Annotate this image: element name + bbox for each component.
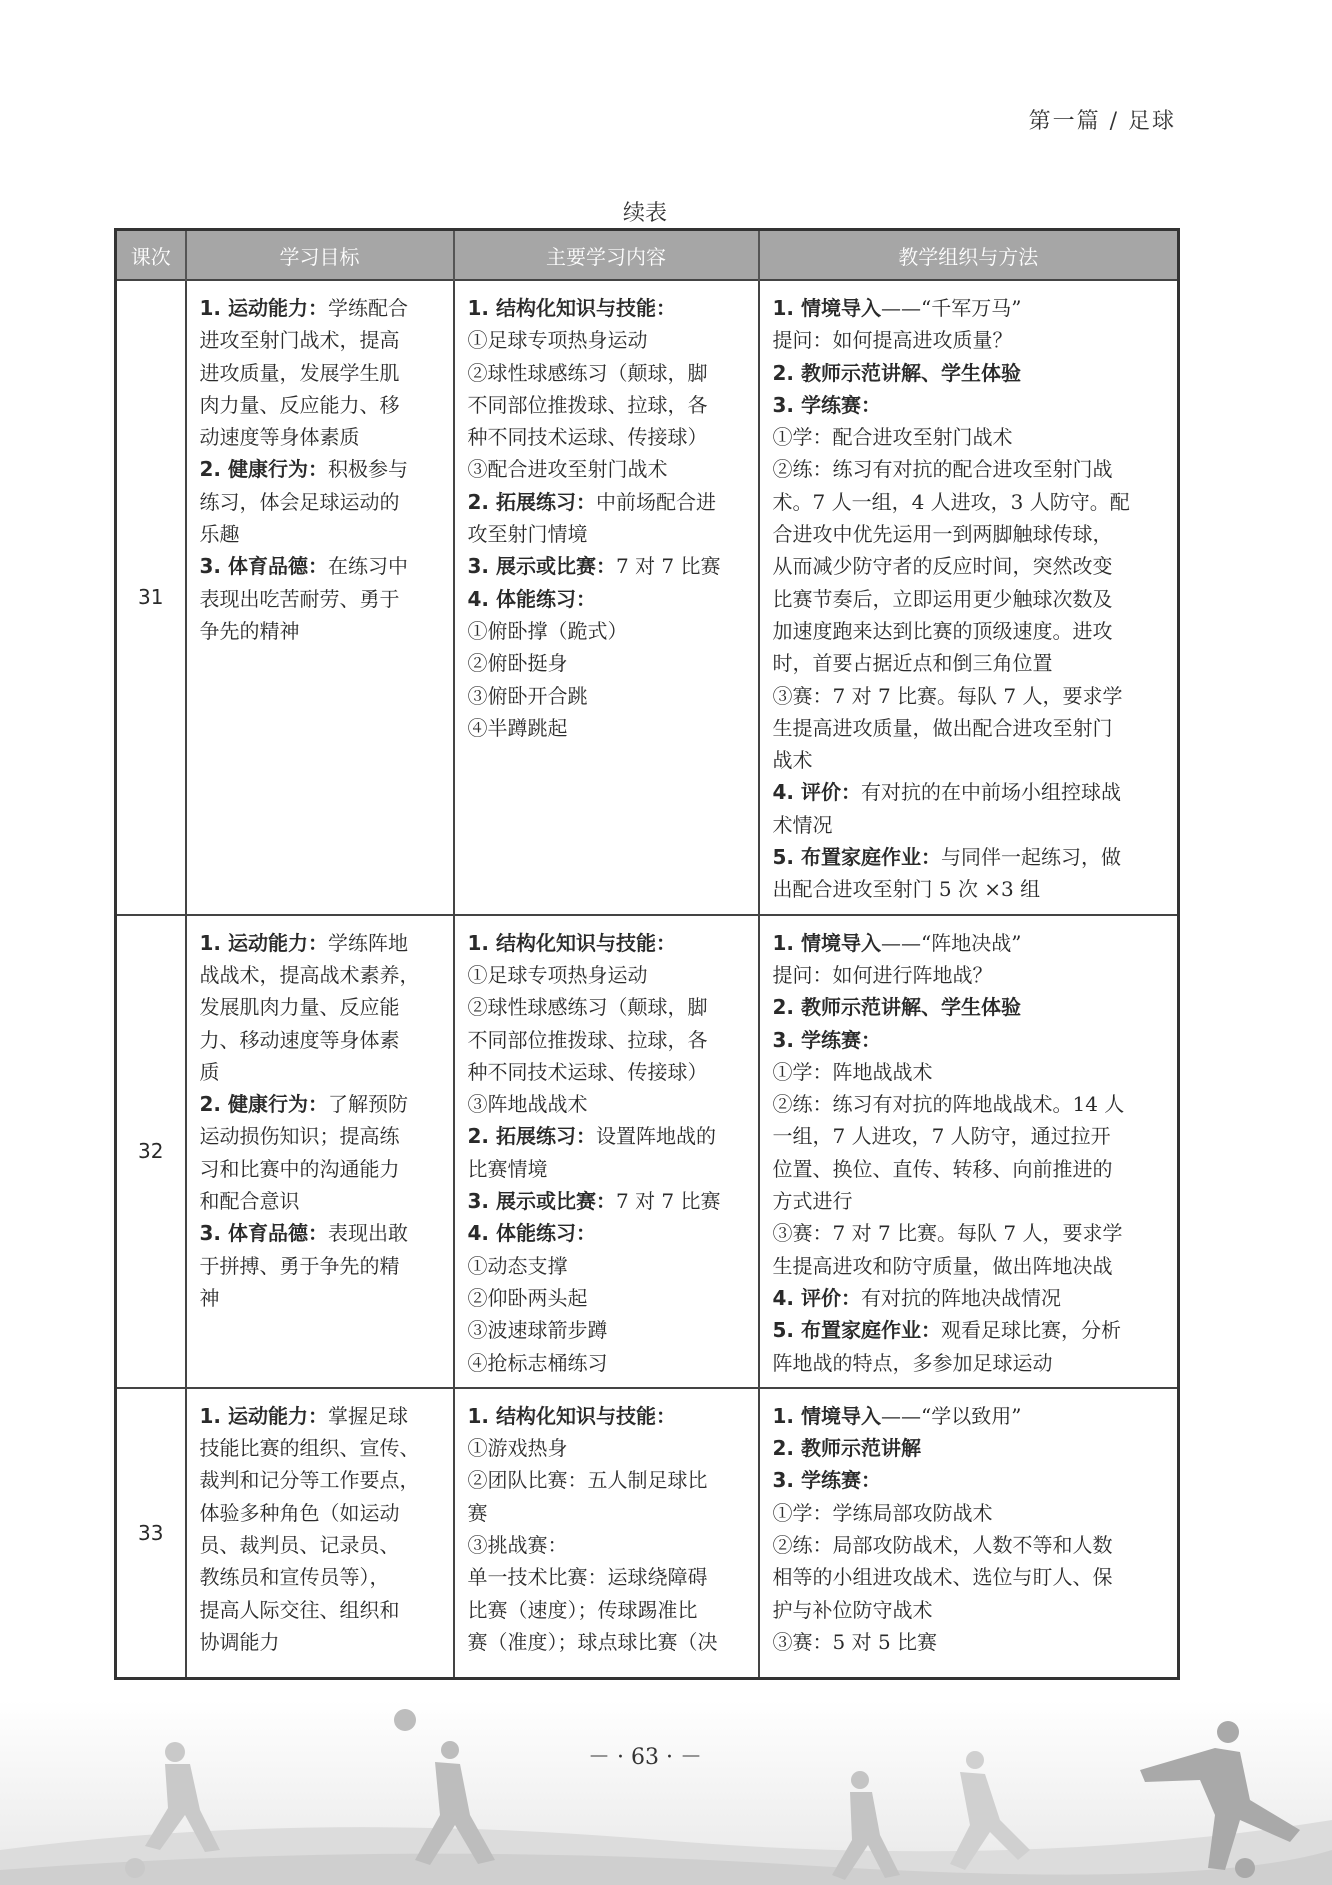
item-text: 7 对 7 比赛 — [615, 554, 721, 579]
text-line — [468, 421, 746, 453]
item-text: 7 对 7 比赛 — [615, 1189, 721, 1214]
main-content-cell — [454, 1388, 759, 1679]
item-text: 动速度等身体素质 — [199, 425, 360, 450]
text-line — [200, 1561, 441, 1593]
item-label: 3. 学练赛： — [772, 392, 881, 417]
text-line — [773, 1088, 1166, 1120]
item-text: ——“学以致用” — [880, 1403, 1022, 1428]
item-label: 5. 布置家庭作业： — [772, 845, 941, 870]
item-text: 阵地战的特点，多参加足球运动 — [772, 1350, 1053, 1375]
text-line — [200, 518, 441, 550]
text-line — [773, 1282, 1166, 1314]
text-line — [773, 1217, 1166, 1249]
table-row — [116, 915, 1179, 1388]
item-text: 合进攻中优先运用一到两脚触球传球， — [772, 522, 1113, 547]
item-text: 赛（准度）；球点球比赛（决 — [467, 1629, 718, 1654]
item-text: 运动损伤知识；提高练 — [199, 1124, 400, 1149]
item-text: ③波速球箭步蹲 — [467, 1318, 608, 1343]
text-line — [773, 1400, 1166, 1432]
item-text: 提问：如何提高进攻质量？ — [772, 328, 1013, 353]
text-line — [773, 680, 1166, 712]
item-text: 裁判和记分等工作要点， — [199, 1468, 420, 1493]
text-line — [773, 1497, 1166, 1529]
text-line — [773, 292, 1166, 324]
item-text: 进攻质量，发展学生肌 — [199, 360, 400, 385]
text-line — [200, 292, 441, 324]
text-line — [468, 615, 746, 647]
text-line — [773, 550, 1166, 582]
item-text: 争先的精神 — [199, 618, 300, 643]
text-line — [468, 1024, 746, 1056]
text-line — [468, 583, 746, 615]
text-line — [468, 357, 746, 389]
text-line — [468, 1594, 746, 1626]
item-text: 单一技术比赛：运球绕障碍 — [467, 1565, 708, 1590]
text-line — [773, 1120, 1166, 1152]
item-text: ③挑战赛： — [467, 1532, 568, 1557]
lesson-number: 33 — [116, 1388, 186, 1679]
item-label: 4. 体能练习： — [467, 1221, 596, 1246]
item-text: ①足球专项热身运动 — [467, 962, 648, 987]
item-label: 2. 拓展练习： — [467, 1124, 596, 1149]
text-line — [773, 1626, 1166, 1658]
item-text: ③配合进攻至射门战术 — [467, 457, 668, 482]
text-line — [468, 1153, 746, 1185]
item-text: 有对抗的在中前场小组控球战 — [860, 780, 1121, 805]
text-line — [468, 550, 746, 582]
item-text: 设置阵地战的 — [595, 1124, 716, 1149]
item-label: 1. 结构化知识与技能： — [467, 296, 676, 320]
item-label: 3. 展示或比赛： — [467, 554, 616, 579]
text-line — [200, 324, 441, 356]
teaching-methods-cell — [759, 280, 1179, 915]
text-line — [468, 1056, 746, 1088]
text-line — [200, 486, 441, 518]
item-text: 术情况 — [772, 812, 833, 837]
table-caption: 续表 — [622, 201, 667, 226]
text-line — [200, 1594, 441, 1626]
text-line — [468, 1314, 746, 1346]
item-text: ③阵地战战术 — [467, 1092, 588, 1117]
item-label: 2. 教师示范讲解、学生体验 — [772, 360, 1021, 385]
item-text: 护与补位防守战术 — [772, 1597, 933, 1622]
text-line — [200, 1088, 441, 1120]
text-line — [773, 927, 1166, 959]
item-text: ①学：学练局部攻防战术 — [772, 1500, 993, 1525]
item-text: 时，首要占据近点和倒三角位置 — [772, 651, 1053, 676]
lesson-number: 31 — [116, 280, 186, 915]
item-label: 2. 健康行为： — [199, 457, 328, 482]
text-line — [468, 991, 746, 1023]
text-line — [200, 1120, 441, 1152]
item-text: 肉力量、反应能力、移 — [199, 392, 400, 417]
item-text: ①俯卧撑（跪式） — [467, 618, 628, 643]
text-line — [773, 1056, 1166, 1088]
item-text: ①学：阵地战战术 — [772, 1059, 933, 1084]
item-text: 术。7 人一组，4 人进攻，3 人防守。配 — [772, 489, 1130, 514]
item-text: ③俯卧开合跳 — [467, 683, 588, 708]
item-text: ②球性球感练习（颠球，脚 — [467, 360, 708, 385]
teaching-methods-cell — [759, 915, 1179, 1388]
text-line — [200, 1282, 441, 1314]
item-label: 1. 运动能力： — [199, 930, 328, 955]
item-label: 2. 拓展练习： — [467, 489, 596, 514]
item-label: 2. 教师示范讲解、学生体验 — [772, 995, 1021, 1020]
text-line — [200, 1432, 441, 1464]
item-label: 1. 情境导入 — [772, 930, 881, 955]
text-line — [468, 680, 746, 712]
text-line — [773, 583, 1166, 615]
item-label: 3. 学练赛： — [772, 1468, 881, 1493]
item-text: 进攻至射门战术，提高 — [199, 328, 400, 353]
item-label: 2. 健康行为： — [199, 1092, 328, 1117]
item-text: 比赛节奏后，立即运用更少触球次数及 — [772, 586, 1113, 611]
item-text: 练习，体会足球运动的 — [199, 489, 400, 514]
item-text: 于拼搏、勇于争先的精 — [199, 1253, 400, 1278]
text-line — [200, 583, 441, 615]
text-line — [200, 550, 441, 582]
item-label: 3. 体育品德： — [199, 554, 328, 579]
text-line — [773, 1347, 1166, 1379]
item-text: ②仰卧两头起 — [467, 1285, 588, 1310]
item-text: ③赛：7 对 7 比赛。每队 7 人，要求学 — [772, 1221, 1123, 1246]
text-line — [468, 1529, 746, 1561]
item-text: 从而减少防守者的反应时间，突然改变 — [772, 554, 1113, 579]
text-line — [200, 389, 441, 421]
item-text: 中前场配合进 — [595, 489, 716, 514]
text-line — [773, 873, 1166, 905]
text-line — [200, 421, 441, 453]
item-text: 种不同技术运球、传接球） — [467, 425, 708, 450]
text-line — [200, 357, 441, 389]
item-text: 技能比赛的组织、宣传、 — [199, 1436, 420, 1461]
item-text: ④半蹲跳起 — [467, 715, 568, 740]
text-line — [468, 292, 746, 324]
item-text: 员、裁判员、记录员、 — [199, 1532, 400, 1557]
item-text: 协调能力 — [199, 1629, 280, 1654]
text-line — [773, 712, 1166, 744]
item-text: 不同部位推拨球、拉球，各 — [467, 392, 708, 417]
text-line — [773, 421, 1166, 453]
header-learning-goals: 学习目标 — [186, 230, 454, 281]
item-text: ②团队比赛：五人制足球比 — [467, 1468, 708, 1493]
text-line — [468, 1347, 746, 1379]
lesson-plan-table — [114, 228, 1180, 1680]
text-line — [773, 1314, 1166, 1346]
main-content-cell — [454, 280, 759, 915]
item-text: 掌握足球 — [327, 1403, 408, 1428]
item-text: 提问：如何进行阵地战？ — [772, 962, 993, 987]
text-line — [200, 453, 441, 485]
item-text: 质 — [199, 1059, 220, 1084]
text-line — [773, 357, 1166, 389]
text-line — [773, 389, 1166, 421]
item-label: 4. 体能练习： — [467, 586, 596, 611]
text-line — [468, 486, 746, 518]
item-text: ②练：练习有对抗的阵地战战术。14 人 — [772, 1092, 1125, 1117]
item-text: 表现出吃苦耐劳、勇于 — [199, 586, 400, 611]
text-line — [773, 1594, 1166, 1626]
text-line — [468, 647, 746, 679]
item-label: 3. 体育品德： — [199, 1221, 328, 1246]
item-label: 1. 运动能力： — [199, 1403, 328, 1428]
item-label: 1. 运动能力： — [199, 296, 328, 320]
page-number: － · 63 · － — [588, 1745, 702, 1770]
text-line — [200, 1529, 441, 1561]
learning-goals-cell — [186, 280, 454, 915]
item-text: 在练习中 — [327, 554, 408, 579]
text-line — [773, 841, 1166, 873]
item-text: ——“千军万马” — [880, 296, 1022, 320]
header-lesson-number: 课次 — [116, 230, 186, 281]
item-label: 3. 学练赛： — [772, 1027, 881, 1052]
chapter-header: 第一篇 / 足球 — [1028, 109, 1176, 134]
item-text: 学练配合 — [327, 296, 408, 320]
item-text: 方式进行 — [772, 1189, 853, 1214]
item-text: 习和比赛中的沟通能力 — [199, 1156, 400, 1181]
header-main-content: 主要学习内容 — [454, 230, 759, 281]
item-text: ④抢标志桶练习 — [467, 1350, 608, 1375]
text-line — [773, 453, 1166, 485]
item-text: 相等的小组进攻战术、选位与盯人、保 — [772, 1565, 1113, 1590]
item-text: 出配合进攻至射门 5 次 ×3 组 — [772, 877, 1041, 902]
item-text: 战战术，提高战术素养， — [199, 962, 420, 987]
text-line — [773, 809, 1166, 841]
item-label: 3. 展示或比赛： — [467, 1189, 616, 1214]
text-line — [200, 1217, 441, 1249]
text-line — [468, 1250, 746, 1282]
item-text: 一组，7 人进攻，7 人防守，通过拉开 — [772, 1124, 1111, 1149]
item-text: 种不同技术运球、传接球） — [467, 1059, 708, 1084]
text-line — [468, 1400, 746, 1432]
item-text: 观看足球比赛，分析 — [940, 1318, 1121, 1343]
learning-goals-cell — [186, 1388, 454, 1679]
item-label: 1. 结构化知识与技能： — [467, 930, 676, 955]
text-line — [468, 324, 746, 356]
item-text: 比赛情境 — [467, 1156, 548, 1181]
text-line — [468, 1497, 746, 1529]
text-line — [200, 1153, 441, 1185]
text-line — [200, 1024, 441, 1056]
item-text: ③赛：5 对 5 比赛 — [772, 1629, 938, 1654]
teaching-methods-cell — [759, 1388, 1179, 1679]
text-line — [200, 1400, 441, 1432]
item-text: ①游戏热身 — [467, 1436, 568, 1461]
text-line — [773, 1250, 1166, 1282]
item-text: ②练：练习有对抗的配合进攻至射门战 — [772, 457, 1113, 482]
item-label: 5. 布置家庭作业： — [772, 1318, 941, 1343]
item-text: 加速度跑来达到比赛的顶级速度。进攻 — [772, 618, 1113, 643]
item-text: 了解预防 — [327, 1092, 408, 1117]
item-text: ①动态支撑 — [467, 1253, 568, 1278]
item-text: 位置、换位、直传、转移、向前推进的 — [772, 1156, 1113, 1181]
text-line — [773, 991, 1166, 1023]
item-label: 4. 评价： — [772, 780, 861, 805]
item-text: ②练：局部攻防战术，人数不等和人数 — [772, 1532, 1113, 1557]
text-line — [773, 1464, 1166, 1496]
text-line — [773, 1529, 1166, 1561]
item-text: ①足球专项热身运动 — [467, 328, 648, 353]
item-label: 2. 教师示范讲解 — [772, 1436, 921, 1461]
text-line — [200, 927, 441, 959]
text-line — [773, 959, 1166, 991]
item-text: 积极参与 — [327, 457, 408, 482]
text-line — [200, 1626, 441, 1658]
item-text: 表现出敢 — [327, 1221, 408, 1246]
text-line — [773, 647, 1166, 679]
item-label: 1. 情境导入 — [772, 296, 881, 320]
header-teaching-methods: 教学组织与方法 — [759, 230, 1179, 281]
text-line — [200, 1056, 441, 1088]
item-text: 神 — [199, 1285, 220, 1310]
item-text: 体验多种角色（如运动 — [199, 1500, 400, 1525]
item-text: ①学：配合进攻至射门战术 — [772, 425, 1013, 450]
item-text: 与同伴一起练习，做 — [940, 845, 1121, 870]
item-label: 4. 评价： — [772, 1285, 861, 1310]
text-line — [200, 1464, 441, 1496]
item-label: 1. 结构化知识与技能： — [467, 1403, 676, 1428]
text-line — [468, 1561, 746, 1593]
text-line — [773, 1432, 1166, 1464]
text-line — [200, 1497, 441, 1529]
table-header-row — [116, 230, 1179, 281]
text-line — [468, 1464, 746, 1496]
item-text: 攻至射门情境 — [467, 522, 588, 547]
text-line — [468, 1432, 746, 1464]
text-line — [773, 615, 1166, 647]
text-line — [468, 1626, 746, 1658]
table-row — [116, 1388, 1179, 1679]
item-text: 和配合意识 — [199, 1189, 300, 1214]
item-text: 教练员和宣传员等）， — [199, 1565, 390, 1590]
text-line — [773, 744, 1166, 776]
item-text: 生提高进攻质量，做出配合进攻至射门 — [772, 715, 1113, 740]
text-line — [773, 1024, 1166, 1056]
item-text: 学练阵地 — [327, 930, 408, 955]
table-row — [116, 280, 1179, 915]
item-text: 战术 — [772, 748, 813, 773]
lesson-number: 32 — [116, 915, 186, 1388]
text-line — [773, 324, 1166, 356]
item-text: ③赛：7 对 7 比赛。每队 7 人，要求学 — [772, 683, 1123, 708]
item-text: 乐趣 — [199, 522, 240, 547]
item-text: 提高人际交往、组织和 — [199, 1597, 400, 1622]
text-line — [468, 1120, 746, 1152]
item-text: 赛 — [467, 1500, 488, 1525]
text-line — [773, 1561, 1166, 1593]
item-text: 有对抗的阵地决战情况 — [860, 1285, 1061, 1310]
item-text: 比赛（速度）；传球踢准比 — [467, 1597, 698, 1622]
text-line — [200, 959, 441, 991]
text-line — [468, 518, 746, 550]
text-line — [773, 486, 1166, 518]
text-line — [468, 1282, 746, 1314]
text-line — [468, 1217, 746, 1249]
item-text: ②球性球感练习（颠球，脚 — [467, 995, 708, 1020]
text-line — [468, 927, 746, 959]
text-line — [773, 776, 1166, 808]
item-text: 生提高进攻和防守质量，做出阵地决战 — [772, 1253, 1113, 1278]
main-content-cell — [454, 915, 759, 1388]
text-line — [468, 1088, 746, 1120]
text-line — [200, 1250, 441, 1282]
text-line — [773, 1153, 1166, 1185]
text-line — [200, 615, 441, 647]
item-text: ②俯卧挺身 — [467, 651, 568, 676]
item-text: 力、移动速度等身体素 — [199, 1027, 400, 1052]
text-line — [773, 1185, 1166, 1217]
text-line — [773, 518, 1166, 550]
item-text: 不同部位推拨球、拉球，各 — [467, 1027, 708, 1052]
learning-goals-cell — [186, 915, 454, 1388]
text-line — [468, 1185, 746, 1217]
item-text: ——“阵地决战” — [880, 930, 1022, 955]
text-line — [200, 1185, 441, 1217]
text-line — [468, 453, 746, 485]
item-text: 发展肌肉力量、反应能 — [199, 995, 400, 1020]
text-line — [200, 991, 441, 1023]
item-label: 1. 情境导入 — [772, 1403, 881, 1428]
text-line — [468, 959, 746, 991]
text-line — [468, 712, 746, 744]
footer-decoration — [0, 1700, 1332, 1885]
text-line — [468, 389, 746, 421]
